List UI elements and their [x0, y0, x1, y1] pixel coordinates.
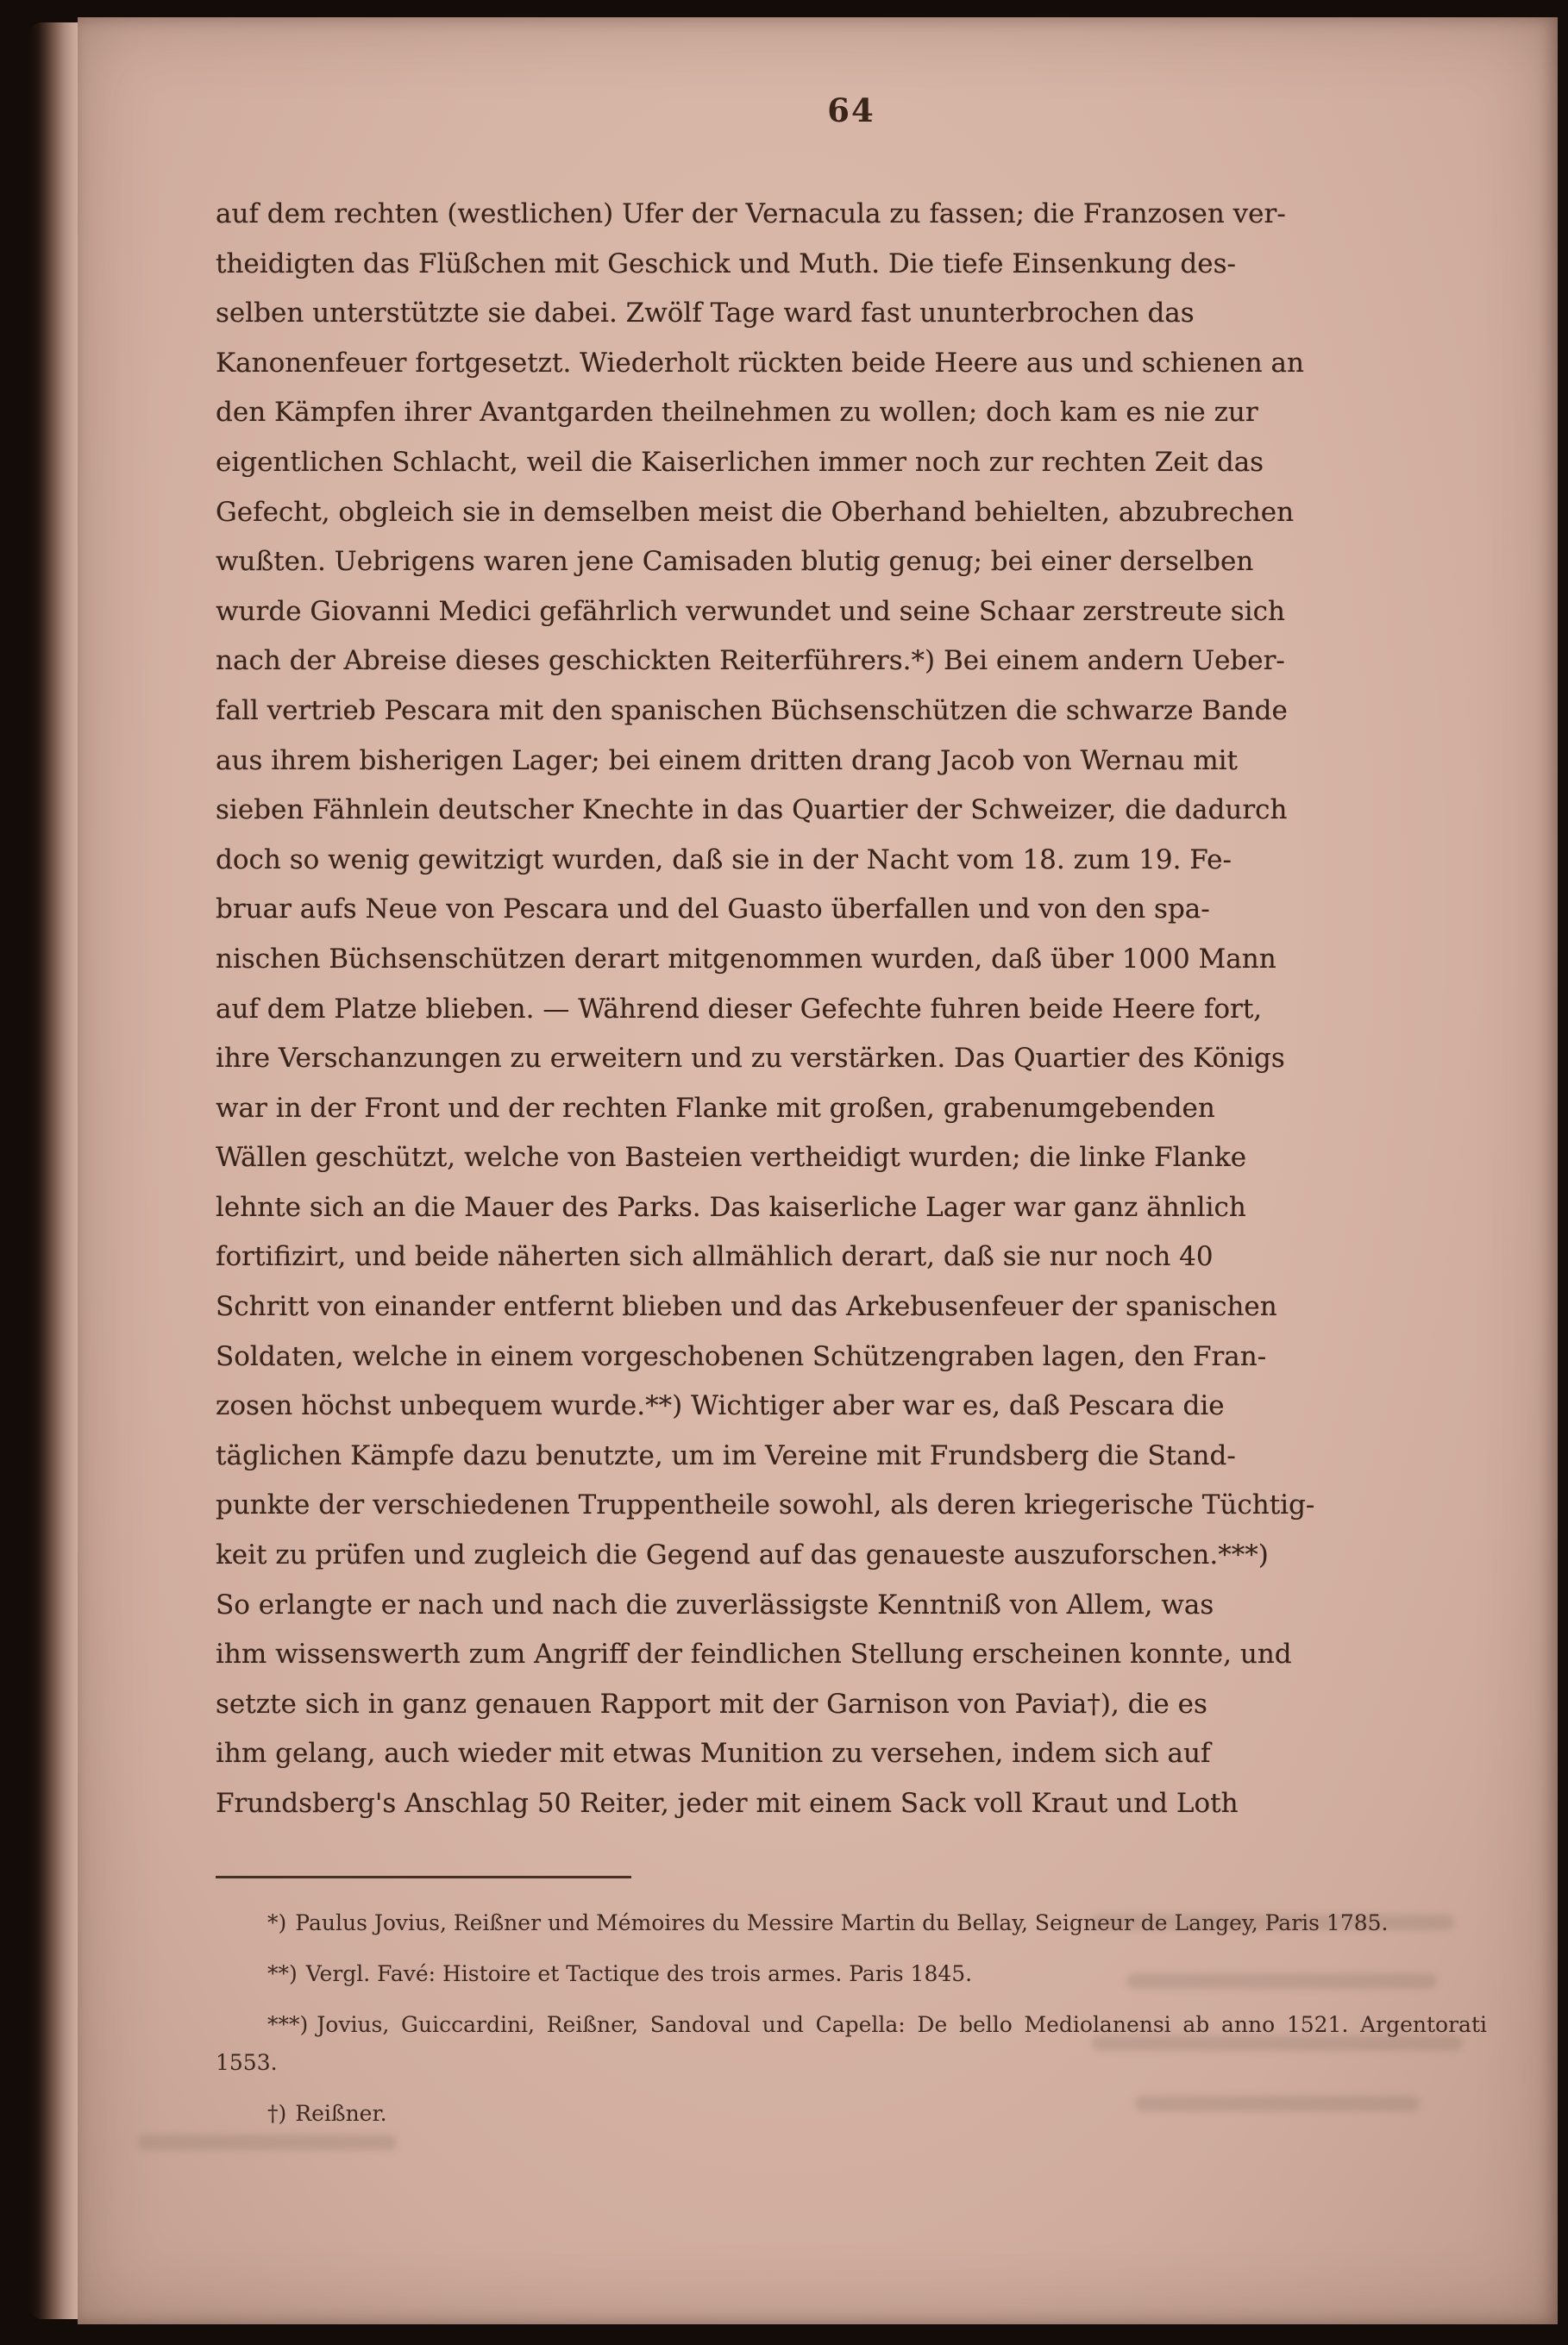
- text-line: eigentlichen Schlacht, weil die Kaiserlichen immer noch zur rechten Zeit das: [216, 446, 1264, 478]
- text-line: fall vertrieb Pescara mit den spanischen Büchsenschützen die schwarze Bande: [216, 694, 1288, 726]
- text-line: auf dem Platze blieben. — Während dieser Gefechte fuhren beide Heere fort,: [216, 993, 1263, 1025]
- text-line: selben unterstützte sie dabei. Zwölf Tage ward fast ununterbrochen das: [216, 298, 1195, 329]
- text-line: Soldaten, welche in einem vorgeschobenen Schützengraben lagen, den Fran-: [216, 1340, 1267, 1372]
- text-line: theidigten das Flüßchen mit Geschick und Muth. Die tiefe Einsenkung des-: [216, 248, 1237, 279]
- footnote-marker: †): [267, 2100, 287, 2126]
- text-line: Frundsberg's Anschlag 50 Reiter, jeder mit einem Sack voll Kraut und Loth: [216, 1788, 1239, 1819]
- footnote-text: Jovius, Guiccardini, Reißner, Sandoval und Capella: De bello Mediolanensi ab anno 1521. Argentorati 1553.: [216, 2011, 1487, 2075]
- text-line: Schritt von einander entfernt blieben und das Arkebusenfeuer der spanischen: [216, 1291, 1277, 1323]
- footnote: [216, 1904, 1487, 1942]
- text-line: keit zu prüfen und zugleich die Gegend auf das genaueste auszuforschen.***): [216, 1539, 1269, 1571]
- book-page: [78, 17, 1558, 2324]
- footnote-marker: *): [267, 1909, 287, 1935]
- footnote-separator: [216, 1876, 631, 1878]
- text-line: wußten. Uebrigens waren jene Camisaden blutig genug; bei einer derselben: [216, 546, 1254, 578]
- text-line: nischen Büchsenschützen derart mitgenommen wurden, daß über 1000 Mann: [216, 943, 1276, 975]
- text-line: ihm gelang, auch wieder mit etwas Munition zu versehen, indem sich auf: [216, 1738, 1211, 1770]
- text-line: Kanonenfeuer fortgesetzt. Wiederholt rückten beide Heere aus und schienen an: [216, 347, 1304, 379]
- text-line: punkte der verschiedenen Truppentheile sowohl, als deren kriegerische Tüchtig-: [216, 1489, 1315, 1521]
- text-line: lehnte sich an die Mauer des Parks. Das kaiserliche Lager war ganz ähnlich: [216, 1191, 1246, 1223]
- footnote-section: [216, 1904, 1487, 2133]
- text-line: doch so wenig gewitzigt wurden, daß sie in der Nacht vom 18. zum 19. Fe-: [216, 843, 1232, 875]
- text-line: war in der Front und der rechten Flanke mit großen, grabenumgebenden: [216, 1092, 1215, 1124]
- footnote-text: Paulus Jovius, Reißner und Mémoires du Messire Martin du Bellay, Seigneur de Langey, Paris 1785.: [295, 1909, 1389, 1935]
- page-content: [216, 91, 1487, 2146]
- page-number: 64: [827, 91, 875, 129]
- text-line: zosen höchst unbequem wurde.**) Wichtiger aber war es, daß Pescara die: [216, 1390, 1225, 1422]
- footnote-text: Reißner.: [295, 2100, 387, 2126]
- text-line: fortifizirt, und beide näherten sich allmählich derart, daß sie nur noch 40: [216, 1241, 1214, 1273]
- footnote-marker: **): [267, 1960, 298, 1986]
- text-line: aus ihrem bisherigen Lager; bei einem dritten drang Jacob von Wernau mit: [216, 744, 1239, 776]
- footnote: [216, 2095, 1487, 2133]
- page-edge-stack: [29, 22, 79, 2319]
- text-line: den Kämpfen ihrer Avantgarden theilnehmen zu wollen; doch kam es nie zur: [216, 397, 1258, 429]
- text-line: sieben Fähnlein deutscher Knechte in das Quartier der Schweizer, die dadurch: [216, 794, 1288, 826]
- text-line: ihm wissenswerth zum Angriff der feindlichen Stellung erscheinen konnte, und: [216, 1639, 1292, 1671]
- body-text: [216, 190, 1487, 1829]
- text-line: wurde Giovanni Medici gefährlich verwundet und seine Schaar zerstreute sich: [216, 595, 1285, 627]
- text-line: auf dem rechten (westlichen) Ufer der Vernacula zu fassen; die Franzosen ver-: [216, 198, 1286, 229]
- text-line: täglichen Kämpfe dazu benutzte, um im Vereine mit Frundsberg die Stand-: [216, 1439, 1236, 1471]
- text-line: Wällen geschützt, welche von Basteien vertheidigt wurden; die linke Flanke: [216, 1142, 1247, 1174]
- text-line: So erlangte er nach und nach die zuverlässigste Kenntniß von Allem, was: [216, 1589, 1214, 1621]
- text-line: Gefecht, obgleich sie in demselben meist die Oberhand behielten, abzubrechen: [216, 496, 1295, 528]
- text-line: nach der Abreise dieses geschickten Reiterführers.*) Bei einem andern Ueber-: [216, 645, 1285, 677]
- footnote-marker: ***): [267, 2011, 309, 2037]
- footnote-text: Vergl. Favé: Histoire et Tactique des trois armes. Paris 1845.: [305, 1960, 973, 1986]
- footnote: [216, 1955, 1487, 1993]
- footnote: [216, 2006, 1487, 2082]
- text-line: ihre Verschanzungen zu erweitern und zu verstärken. Das Quartier des Königs: [216, 1043, 1285, 1075]
- text-line: setzte sich in ganz genauen Rapport mit der Garnison von Pavia†), die es: [216, 1688, 1207, 1720]
- text-line: bruar aufs Neue von Pescara und del Guasto überfallen und von den spa-: [216, 893, 1210, 925]
